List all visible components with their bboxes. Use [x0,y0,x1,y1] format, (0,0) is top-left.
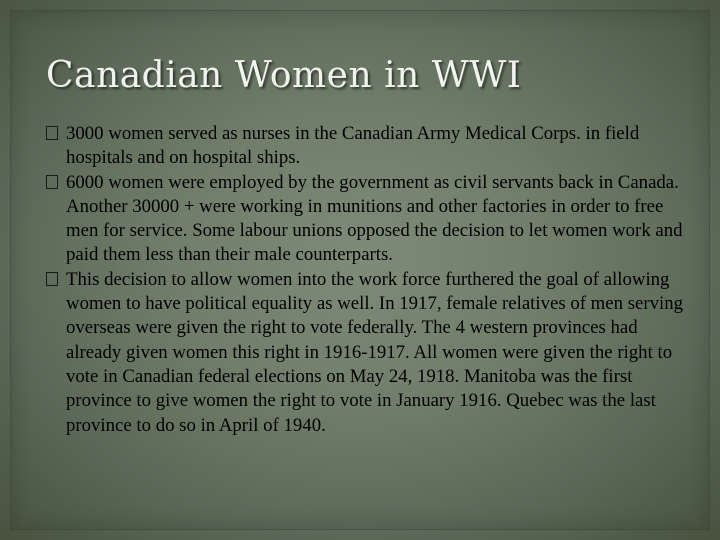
bullet-box-icon [46,175,58,189]
bullet-text: 6000 women were employed by the government as civil servants back in Canada. Another 30000 + were working in munitions and other factories in order to free men for service. Some labour unions opposed the decision to let women work and paid them less than their male counterparts. [66,171,683,266]
bullet-item [46,122,696,171]
bullet-box-icon [46,126,58,140]
bullet-list [46,122,696,438]
bullet-text: 3000 women served as nurses in the Canadian Army Medical Corps. in field hospitals and on hospital ships. [66,123,640,169]
bullet-box-icon [46,272,58,286]
bullet-item [46,268,696,438]
slide-title: Canadian Women in WWI [46,55,522,96]
bullet-item [46,171,696,268]
bullet-text: This decision to allow women into the work force furthered the goal of allowing women to have political equality as well. In 1917, female relatives of men serving overseas were given the right to vote federally. The 4 western provinces had already given women this right in 1916-1917. All women were given the right to vote in Canadian federal elections on May 24, 1918. Manitoba was the first province to give women the right to vote in January 1916. Quebec was the last province to do so in April of 1940. [66,268,683,436]
